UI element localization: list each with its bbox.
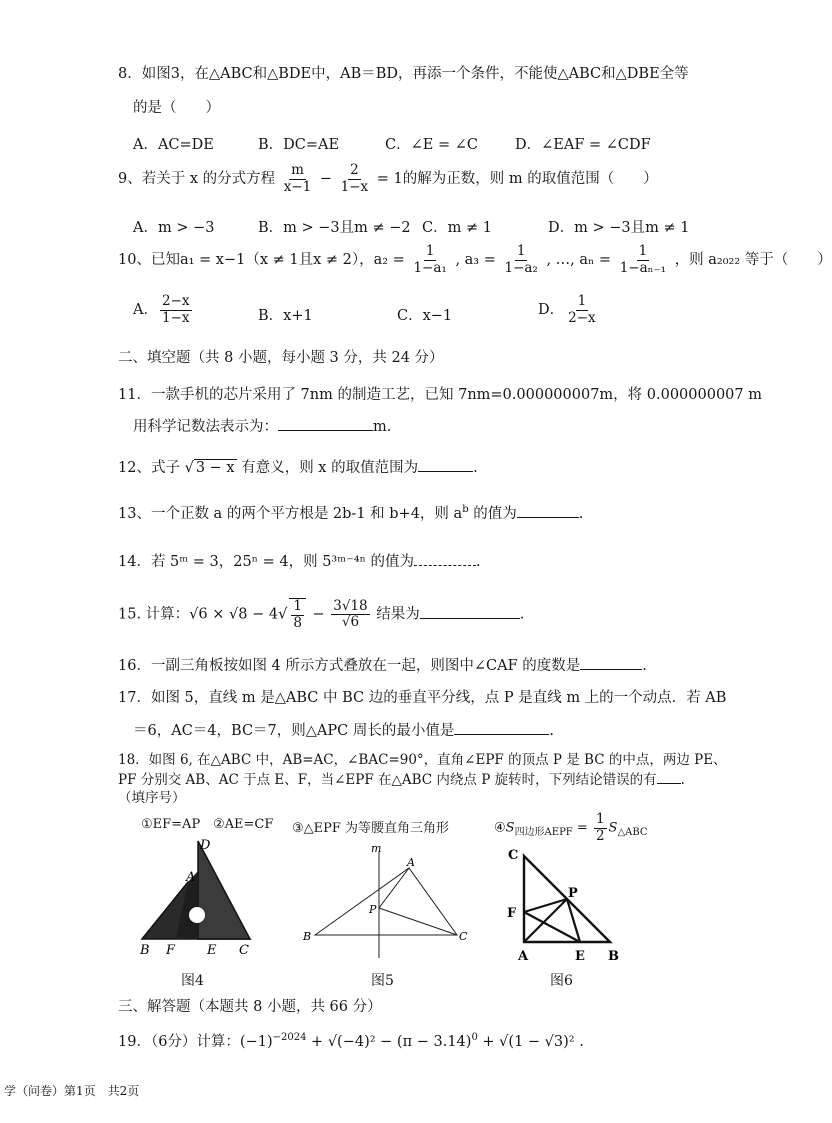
q18-line2 [118, 768, 685, 788]
q19-exponent-1: −2024 [272, 1032, 307, 1044]
q18-conclusion-2: ②AE=CF [213, 817, 274, 832]
q15-suffix: 结果为 [376, 606, 420, 623]
q14-answer-blank[interactable] [414, 551, 476, 566]
q18-conclusion-1: ①EF=AP [141, 817, 201, 832]
q10-option-a-num: 2−x [161, 293, 190, 309]
q19-part-2: + √(1 − √3)² [477, 1034, 575, 1050]
page-footer: 学（问卷）第1页 共2页 [4, 1084, 140, 1098]
q10-option-d-label: D． [538, 302, 565, 319]
q18-line1: 18．如图 6, 在△ABC 中，AB=AC，∠BAC=90°，直角∠EPF 的顶点 P 是 BC 的中点，两边 PE、 [118, 752, 727, 768]
q15-fraction-2 [331, 599, 369, 631]
q11-suffix: m. [373, 419, 392, 435]
fig5-label-c: C [459, 930, 468, 943]
q9-option-c[interactable]: C．m ≠ 1 [422, 220, 492, 236]
q10-option-d-den: 2−x [568, 309, 596, 326]
q10-option-d[interactable] [538, 294, 600, 326]
q18-text: PF 分别交 AB、AC 于点 E、F，当∠EPF 在△ABC 内绕点 P 旋转时，下列结论错误的有 [118, 772, 657, 788]
radical-sign-icon: √ [184, 460, 194, 476]
fig5-label-b: B [303, 930, 312, 943]
q18-answer-blank[interactable] [657, 769, 681, 784]
fig6-label-e: E [575, 949, 585, 964]
fig6-label-f: F [507, 906, 517, 921]
fig4-label-f: F [166, 943, 176, 958]
q13-answer-blank[interactable] [517, 503, 579, 518]
q16-stem [118, 654, 647, 675]
fig4-label-d: D [200, 838, 211, 853]
q8-option-c[interactable]: C．∠E = ∠C [385, 137, 478, 153]
fig4-label-a: A [186, 870, 196, 885]
q11-line1: 11．一款手机的芯片采用了 7nm 的制造工艺，已知 7nm=0.000000007m，将 0.000000007 m [118, 387, 762, 403]
q9-fraction-1 [282, 163, 314, 195]
fig4-label-c: C [239, 943, 249, 958]
q10-a3: , a₃ = [455, 252, 496, 269]
q8-line2: 的是（ ） [133, 100, 220, 116]
q16-end: . [642, 658, 647, 674]
q10-option-a-fraction [160, 294, 192, 326]
q9-suffix: = 1的解为正数，则 m 的取值范围（ ） [376, 171, 658, 188]
q15-f2-num: 3√18 [333, 597, 368, 614]
q17-end: . [549, 723, 554, 739]
q18-c4-den: 2 [595, 827, 605, 844]
q10-option-a-label: A． [133, 302, 158, 319]
q14-stem [118, 550, 481, 571]
q10-option-a-den: 1−x [161, 309, 190, 326]
fig6-caption: 图6 [550, 973, 573, 989]
q17-text: ＝6，AC＝4，BC＝7，则△APC 周长的最小值是 [133, 723, 455, 739]
q18-c4-s2: S [608, 820, 618, 836]
q18-line3: （填序号） [118, 790, 186, 806]
fig4-label-e: E [207, 943, 217, 958]
q15-answer-blank[interactable] [420, 604, 520, 619]
q9-option-d[interactable]: D．m > −3且m ≠ 1 [548, 220, 690, 236]
q10-option-d-num: 1 [577, 293, 587, 309]
q10-option-c[interactable]: C．x−1 [397, 308, 453, 324]
q9-minus: − [319, 171, 333, 188]
fig4-caption: 图4 [181, 973, 204, 989]
q18-c4-prefix: ④ [494, 820, 506, 836]
q9-prefix: 9、若关于 x 的分式方程 [118, 171, 276, 188]
q19-part-1: + √(−4)² − (π − 3.14) [306, 1034, 472, 1050]
fig5-segment-ap [379, 868, 409, 908]
section-2-heading: 二、填空题（共 8 小题，每小题 3 分，共 24 分） [118, 350, 444, 366]
fig5-label-m: m [371, 842, 382, 855]
figure-6 [500, 840, 630, 970]
q12-answer-blank[interactable] [418, 457, 473, 472]
q10-fraction-a2 [411, 244, 448, 276]
fig5-label-p: P [369, 903, 377, 916]
fig6-label-b: B [608, 949, 619, 964]
q18-c4-eq: = [576, 820, 588, 836]
radical-sign-icon: √ [278, 606, 288, 623]
fig6-label-c: C [508, 848, 519, 863]
q15-f2-den: √6 [341, 614, 360, 631]
q9-option-b[interactable]: B．m > −3且m ≠ −2 [258, 220, 411, 236]
fig4-label-b: B [140, 943, 150, 958]
fig6-label-p: P [568, 886, 578, 901]
q9-f1-num: m [291, 162, 304, 178]
fig5-triangle-abc [315, 868, 457, 935]
q10-f1-num: 1 [425, 243, 435, 259]
q10-an: , …, aₙ = [546, 252, 612, 269]
q9-stem [118, 163, 658, 195]
q18-end: . [680, 772, 685, 788]
figure-4 [136, 835, 266, 960]
q18-c4-s1: S [505, 820, 515, 836]
q13-exponent: b [462, 504, 469, 516]
q16-text: 16．一副三角板按如图 4 所示方式叠放在一起，则图中∠CAF 的度数是 [118, 658, 581, 674]
q11-prefix: 用科学记数法表示为： [133, 419, 278, 435]
q10-f3-num: 1 [638, 243, 648, 259]
q12-suffix: 有意义，则 x 的取值范围为 [241, 460, 419, 476]
q15-end: . [519, 606, 525, 623]
q15-prefix: 15. 计算：√6 × √8 − 4 [118, 606, 279, 623]
q12-radicand: 3 − x [195, 460, 235, 476]
q19-stem [118, 1030, 584, 1051]
q19-exponent-2: 0 [471, 1032, 478, 1044]
q8-option-d[interactable]: D．∠EAF = ∠CDF [515, 137, 651, 153]
fig4-triangle-def [198, 841, 250, 939]
q19-prefix: 19．（6分）计算：(−1) [118, 1034, 273, 1050]
q15-f1-num: 1 [293, 598, 302, 614]
q10-suffix: ，则 a₂₀₂₂ 等于（ ） [674, 252, 832, 269]
q17-answer-blank[interactable] [454, 720, 549, 735]
fig4-hole [189, 907, 205, 923]
q19-end: . [579, 1034, 584, 1050]
q9-f2-den: 1−x [340, 178, 369, 195]
q9-f2-num: 2 [350, 162, 359, 178]
q18-conclusion-3: ③△EPF 为等腰直角三角形 [292, 821, 450, 836]
q17-line2 [133, 719, 554, 740]
q17-line1: 17．如图 5，直线 m 是△ABC 中 BC 边的垂直平分线，点 P 是直线 m 上的一个动点．若 AB [118, 690, 727, 706]
q13-stem [118, 502, 583, 523]
q15-stem [118, 598, 524, 631]
figure-5 [295, 840, 470, 965]
q9-f1-den: x−1 [283, 178, 312, 195]
q8-line1: 8．如图3，在△ABC和△BDE中，AB＝BD，再添一个条件，不能使△ABC和△DBE全等 [118, 66, 689, 82]
q10-f2-den: 1−a₂ [504, 259, 538, 276]
q15-fraction-1 [289, 598, 306, 631]
q10-option-b[interactable]: B．x+1 [258, 308, 313, 324]
q13-prefix: 13、一个正数 a 的两个平方根是 2b-1 和 b+4，则 a [118, 506, 463, 522]
q10-f1-den: 1−a₁ [413, 259, 447, 276]
q10-option-d-fraction [566, 294, 598, 326]
q9-fraction-2 [339, 163, 371, 195]
q18-c4-sub2: △ABC [617, 827, 648, 839]
q15-f1-den: 8 [293, 614, 302, 631]
q15-minus: − [312, 606, 325, 623]
q10-f3-den: 1−aₙ₋₁ [619, 259, 667, 276]
q14-text: 14．若 5ᵐ = 3，25ⁿ = 4，则 5³ᵐ⁻⁴ⁿ 的值为 [118, 554, 414, 570]
fig5-caption: 图5 [371, 973, 394, 989]
q9-option-a[interactable]: A．m > −3 [133, 220, 215, 236]
q18-c4-num: 1 [595, 811, 605, 827]
q11-line2 [133, 415, 391, 436]
fig5-segment-pc [379, 908, 457, 935]
q12-prefix: 12、式子 [118, 460, 180, 476]
q12-end: . [473, 460, 478, 476]
q12-stem [118, 456, 478, 477]
q10-fraction-an [618, 244, 668, 276]
q10-stem [118, 244, 832, 276]
q13-suffix: 的值为 [468, 506, 517, 522]
section-3-heading: 三、解答题（本题共 8 小题，共 66 分） [118, 999, 382, 1015]
q18-c4-sub1: 四边形AEPF [514, 827, 573, 839]
q13-end: . [578, 506, 584, 522]
q8-option-a[interactable]: A．AC=DE [133, 137, 214, 153]
q16-answer-blank[interactable] [580, 655, 642, 670]
q10-option-a[interactable] [133, 294, 194, 326]
fig6-label-a: A [518, 949, 529, 964]
q14-end: . [475, 554, 481, 570]
q10-prefix: 10、已知a₁ = x−1（x ≠ 1且x ≠ 2），a₂ = [118, 252, 405, 269]
q8-option-b[interactable]: B．DC=AE [258, 137, 340, 153]
q10-fraction-a3 [502, 244, 539, 276]
q11-answer-blank[interactable] [278, 416, 373, 431]
q10-f2-num: 1 [516, 243, 526, 259]
fig5-label-a: A [407, 856, 415, 869]
